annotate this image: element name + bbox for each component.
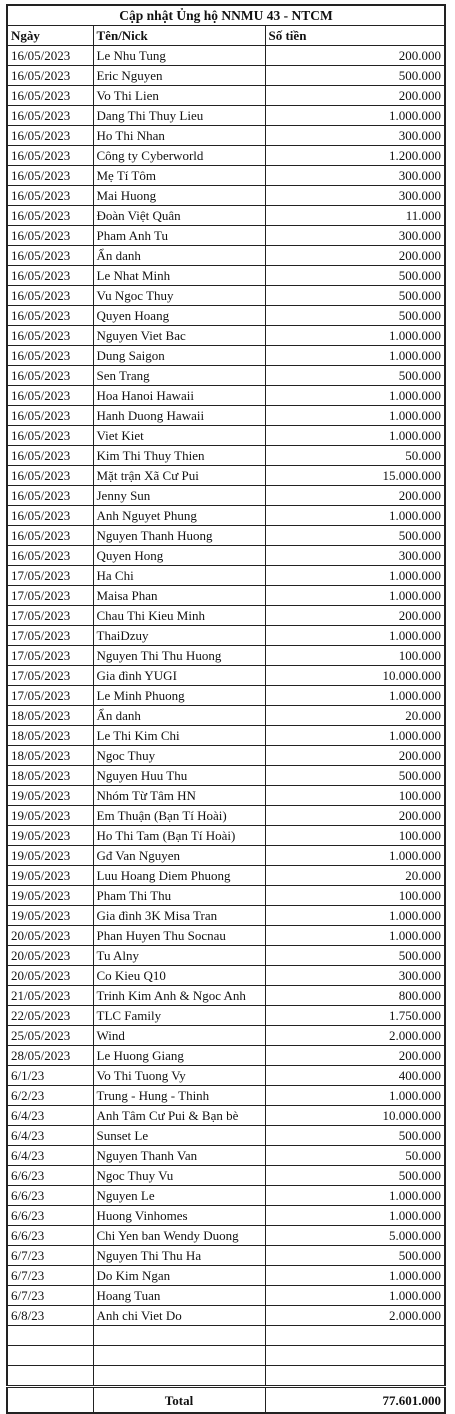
row-date: 18/05/2023 [7, 746, 93, 766]
row-name: Ẩn danh [93, 246, 265, 266]
table-row [7, 786, 445, 806]
row-name: Trinh Kim Anh & Ngoc Anh [93, 986, 265, 1006]
table-row [7, 526, 445, 546]
row-amount: 500.000 [265, 266, 445, 286]
row-name: Vu Ngoc Thuy [93, 286, 265, 306]
row-name: Gia đình 3K Misa Tran [93, 906, 265, 926]
table-row [7, 746, 445, 766]
row-name: Ẩn danh [93, 706, 265, 726]
row-amount: 1.000.000 [265, 106, 445, 126]
row-name: Nguyen Viet Bac [93, 326, 265, 346]
row-name: Do Kim Ngan [93, 1266, 265, 1286]
row-date: 16/05/2023 [7, 326, 93, 346]
table-row [7, 446, 445, 466]
table-row [7, 1306, 445, 1326]
row-date: 21/05/2023 [7, 986, 93, 1006]
row-name: Nguyen Thanh Huong [93, 526, 265, 546]
row-date: 19/05/2023 [7, 846, 93, 866]
row-date: 16/05/2023 [7, 406, 93, 426]
row-amount: 500.000 [265, 1126, 445, 1146]
row-date: 16/05/2023 [7, 286, 93, 306]
row-amount: 1.000.000 [265, 626, 445, 646]
row-amount: 500.000 [265, 1166, 445, 1186]
table-row [7, 906, 445, 926]
row-date: 16/05/2023 [7, 126, 93, 146]
row-date: 16/05/2023 [7, 446, 93, 466]
row-date: 6/1/23 [7, 1066, 93, 1086]
table-row [7, 866, 445, 886]
row-amount: 1.000.000 [265, 386, 445, 406]
table-row [7, 726, 445, 746]
row-amount: 1.000.000 [265, 1266, 445, 1286]
table-row [7, 366, 445, 386]
row-date: 28/05/2023 [7, 1046, 93, 1066]
row-date: 17/05/2023 [7, 626, 93, 646]
table-row [7, 106, 445, 126]
row-date: 6/2/23 [7, 1086, 93, 1106]
header-name: Tên/Nick [93, 26, 265, 46]
row-date: 16/05/2023 [7, 266, 93, 286]
row-amount: 20.000 [265, 866, 445, 886]
table-row [7, 66, 445, 86]
row-date: 17/05/2023 [7, 646, 93, 666]
row-name: Hanh Duong Hawaii [93, 406, 265, 426]
row-date: 6/8/23 [7, 1306, 93, 1326]
table-row [7, 1126, 445, 1146]
empty-cell [7, 1326, 93, 1346]
row-date: 16/05/2023 [7, 226, 93, 246]
row-name: Anh Nguyet Phung [93, 506, 265, 526]
empty-cell [7, 1366, 93, 1387]
row-name: Pham Thi Thu [93, 886, 265, 906]
row-date: 16/05/2023 [7, 86, 93, 106]
row-name: Em Thuận (Bạn Tí Hoài) [93, 806, 265, 826]
row-name: Co Kieu Q10 [93, 966, 265, 986]
row-date: 16/05/2023 [7, 106, 93, 126]
empty-cell [265, 1346, 445, 1366]
row-date: 17/05/2023 [7, 686, 93, 706]
sheet-title: Cập nhật Ủng hộ NNMU 43 - NTCM [7, 5, 445, 26]
total-spacer [7, 1387, 93, 1414]
row-date: 6/6/23 [7, 1186, 93, 1206]
row-amount: 20.000 [265, 706, 445, 726]
table-row [7, 646, 445, 666]
table-row [7, 326, 445, 346]
total-row [7, 1387, 445, 1414]
empty-cell [265, 1326, 445, 1346]
table-row [7, 506, 445, 526]
row-amount: 1.000.000 [265, 586, 445, 606]
row-name: Ngoc Thuy Vu [93, 1166, 265, 1186]
row-amount: 300.000 [265, 166, 445, 186]
donation-sheet [6, 4, 446, 1414]
table-row [7, 1286, 445, 1306]
row-date: 6/6/23 [7, 1166, 93, 1186]
table-row [7, 846, 445, 866]
row-amount: 100.000 [265, 826, 445, 846]
row-amount: 1.000.000 [265, 426, 445, 446]
row-name: Luu Hoang Diem Phuong [93, 866, 265, 886]
row-name: Ngoc Thuy [93, 746, 265, 766]
row-name: Dung Saigon [93, 346, 265, 366]
empty-cell [93, 1366, 265, 1387]
row-date: 6/7/23 [7, 1286, 93, 1306]
table-row [7, 546, 445, 566]
empty-cell [93, 1346, 265, 1366]
table-row [7, 466, 445, 486]
row-amount: 100.000 [265, 886, 445, 906]
row-name: Jenny Sun [93, 486, 265, 506]
row-date: 20/05/2023 [7, 946, 93, 966]
row-amount: 1.000.000 [265, 846, 445, 866]
row-date: 16/05/2023 [7, 306, 93, 326]
row-amount: 500.000 [265, 1246, 445, 1266]
row-date: 19/05/2023 [7, 866, 93, 886]
row-name: Quyen Hoang [93, 306, 265, 326]
table-row [7, 1026, 445, 1046]
table-row [7, 586, 445, 606]
row-name: Pham Anh Tu [93, 226, 265, 246]
row-name: Ha Chi [93, 566, 265, 586]
row-date: 16/05/2023 [7, 466, 93, 486]
row-name: Ho Thi Tam (Bạn Tí Hoài) [93, 826, 265, 846]
table-row [7, 1166, 445, 1186]
row-name: Viet Kiet [93, 426, 265, 446]
table-row [7, 706, 445, 726]
table-row [7, 1046, 445, 1066]
row-date: 22/05/2023 [7, 1006, 93, 1026]
row-date: 19/05/2023 [7, 826, 93, 846]
row-name: Sunset Le [93, 1126, 265, 1146]
row-name: Mặt trận Xã Cư Pui [93, 466, 265, 486]
row-name: Anh Tâm Cư Pui & Bạn bè [93, 1106, 265, 1126]
row-name: Le Minh Phuong [93, 686, 265, 706]
table-row [7, 226, 445, 246]
row-date: 17/05/2023 [7, 586, 93, 606]
row-amount: 300.000 [265, 546, 445, 566]
table-row [7, 606, 445, 626]
table-row [7, 986, 445, 1006]
row-date: 16/05/2023 [7, 246, 93, 266]
row-name: Chau Thi Kieu Minh [93, 606, 265, 626]
row-name: Nhóm Từ Tâm HN [93, 786, 265, 806]
table-row [7, 566, 445, 586]
row-name: Nguyen Thanh Van [93, 1146, 265, 1166]
row-amount: 300.000 [265, 126, 445, 146]
row-name: Chi Yen ban Wendy Duong [93, 1226, 265, 1246]
row-name: ThaiDzuy [93, 626, 265, 646]
row-amount: 1.200.000 [265, 146, 445, 166]
row-amount: 1.000.000 [265, 506, 445, 526]
row-name: Le Nhu Tung [93, 46, 265, 66]
row-date: 16/05/2023 [7, 166, 93, 186]
row-amount: 1.000.000 [265, 1186, 445, 1206]
row-amount: 15.000.000 [265, 466, 445, 486]
row-name: Le Thi Kim Chi [93, 726, 265, 746]
row-name: Vo Thi Lien [93, 86, 265, 106]
row-name: Mai Huong [93, 186, 265, 206]
row-name: Nguyen Thi Thu Ha [93, 1246, 265, 1266]
row-date: 6/7/23 [7, 1246, 93, 1266]
table-row [7, 1106, 445, 1126]
header-amount: Số tiền [265, 26, 445, 46]
row-name: Anh chi Viet Do [93, 1306, 265, 1326]
row-name: Le Nhat Minh [93, 266, 265, 286]
table-row [7, 666, 445, 686]
row-amount: 400.000 [265, 1066, 445, 1086]
row-date: 6/6/23 [7, 1206, 93, 1226]
row-amount: 1.750.000 [265, 1006, 445, 1026]
table-row [7, 686, 445, 706]
row-name: Hoa Hanoi Hawaii [93, 386, 265, 406]
row-amount: 1.000.000 [265, 566, 445, 586]
row-amount: 300.000 [265, 186, 445, 206]
row-name: Đoàn Việt Quân [93, 206, 265, 226]
row-name: Hoang Tuan [93, 1286, 265, 1306]
table-row [7, 886, 445, 906]
table-row [7, 206, 445, 226]
table-row [7, 626, 445, 646]
row-date: 16/05/2023 [7, 46, 93, 66]
row-name: Nguyen Huu Thu [93, 766, 265, 786]
row-amount: 1.000.000 [265, 1206, 445, 1226]
empty-row [7, 1366, 445, 1387]
row-date: 18/05/2023 [7, 766, 93, 786]
table-row [7, 166, 445, 186]
row-date: 17/05/2023 [7, 606, 93, 626]
row-name: Dang Thi Thuy Lieu [93, 106, 265, 126]
row-amount: 1.000.000 [265, 686, 445, 706]
table-row [7, 1246, 445, 1266]
row-amount: 500.000 [265, 526, 445, 546]
empty-cell [7, 1346, 93, 1366]
table-row [7, 806, 445, 826]
row-date: 16/05/2023 [7, 486, 93, 506]
row-date: 25/05/2023 [7, 1026, 93, 1046]
table-row [7, 1206, 445, 1226]
header-date: Ngày [7, 26, 93, 46]
table-row [7, 46, 445, 66]
row-amount: 1.000.000 [265, 406, 445, 426]
row-amount: 500.000 [265, 366, 445, 386]
row-date: 6/4/23 [7, 1146, 93, 1166]
row-name: Le Huong Giang [93, 1046, 265, 1066]
table-row [7, 1266, 445, 1286]
row-date: 18/05/2023 [7, 726, 93, 746]
row-amount: 200.000 [265, 86, 445, 106]
row-amount: 500.000 [265, 946, 445, 966]
table-row [7, 1086, 445, 1106]
row-date: 19/05/2023 [7, 786, 93, 806]
row-date: 20/05/2023 [7, 966, 93, 986]
row-amount: 5.000.000 [265, 1226, 445, 1246]
table-row [7, 186, 445, 206]
row-amount: 1.000.000 [265, 326, 445, 346]
row-amount: 500.000 [265, 766, 445, 786]
row-name: Công ty Cyberworld [93, 146, 265, 166]
row-name: Phan Huyen Thu Socnau [93, 926, 265, 946]
row-date: 6/4/23 [7, 1126, 93, 1146]
row-date: 19/05/2023 [7, 886, 93, 906]
row-amount: 11.000 [265, 206, 445, 226]
row-name: Gia đình YUGI [93, 666, 265, 686]
row-date: 16/05/2023 [7, 386, 93, 406]
row-name: Huong Vinhomes [93, 1206, 265, 1226]
row-amount: 500.000 [265, 66, 445, 86]
row-name: Quyen Hong [93, 546, 265, 566]
row-amount: 200.000 [265, 806, 445, 826]
row-amount: 50.000 [265, 446, 445, 466]
table-row [7, 966, 445, 986]
row-amount: 200.000 [265, 1046, 445, 1066]
row-date: 18/05/2023 [7, 706, 93, 726]
row-name: Vo Thi Tuong Vy [93, 1066, 265, 1086]
row-amount: 1.000.000 [265, 1286, 445, 1306]
row-date: 16/05/2023 [7, 526, 93, 546]
row-amount: 500.000 [265, 286, 445, 306]
donation-rows [7, 46, 445, 1387]
row-name: Maisa Phan [93, 586, 265, 606]
table-row [7, 406, 445, 426]
table-row [7, 1226, 445, 1246]
row-date: 19/05/2023 [7, 806, 93, 826]
row-amount: 1.000.000 [265, 906, 445, 926]
row-amount: 200.000 [265, 746, 445, 766]
empty-row [7, 1326, 445, 1346]
total-label: Total [93, 1387, 265, 1414]
table-row [7, 1006, 445, 1026]
row-date: 16/05/2023 [7, 546, 93, 566]
row-amount: 2.000.000 [265, 1306, 445, 1326]
table-row [7, 1186, 445, 1206]
empty-row [7, 1346, 445, 1366]
row-date: 17/05/2023 [7, 666, 93, 686]
row-amount: 200.000 [265, 486, 445, 506]
row-amount: 300.000 [265, 226, 445, 246]
table-row [7, 86, 445, 106]
row-amount: 1.000.000 [265, 1086, 445, 1106]
table-row [7, 386, 445, 406]
table-row [7, 286, 445, 306]
row-date: 16/05/2023 [7, 506, 93, 526]
row-name: Ho Thi Nhan [93, 126, 265, 146]
title-row [7, 5, 445, 26]
row-date: 16/05/2023 [7, 366, 93, 386]
row-amount: 1.000.000 [265, 926, 445, 946]
row-date: 16/05/2023 [7, 186, 93, 206]
row-name: TLC Family [93, 1006, 265, 1026]
row-amount: 200.000 [265, 246, 445, 266]
table-row [7, 266, 445, 286]
row-name: Sen Trang [93, 366, 265, 386]
table-row [7, 346, 445, 366]
row-date: 19/05/2023 [7, 906, 93, 926]
table-row [7, 946, 445, 966]
row-amount: 1.000.000 [265, 346, 445, 366]
row-amount: 10.000.000 [265, 666, 445, 686]
row-amount: 50.000 [265, 1146, 445, 1166]
table-row [7, 306, 445, 326]
empty-cell [93, 1326, 265, 1346]
row-date: 16/05/2023 [7, 66, 93, 86]
row-amount: 200.000 [265, 606, 445, 626]
table-row [7, 766, 445, 786]
row-date: 16/05/2023 [7, 146, 93, 166]
row-date: 16/05/2023 [7, 206, 93, 226]
table-row [7, 1146, 445, 1166]
row-amount: 300.000 [265, 966, 445, 986]
row-name: Gđ Van Nguyen [93, 846, 265, 866]
row-name: Nguyen Thi Thu Huong [93, 646, 265, 666]
row-name: Wind [93, 1026, 265, 1046]
table-row [7, 926, 445, 946]
row-amount: 500.000 [265, 306, 445, 326]
row-name: Nguyen Le [93, 1186, 265, 1206]
header-row [7, 26, 445, 46]
row-name: Mẹ Tí Tôm [93, 166, 265, 186]
row-date: 6/6/23 [7, 1226, 93, 1246]
table-row [7, 246, 445, 266]
table-row [7, 126, 445, 146]
row-date: 6/7/23 [7, 1266, 93, 1286]
table-row [7, 826, 445, 846]
row-amount: 200.000 [265, 46, 445, 66]
row-date: 16/05/2023 [7, 346, 93, 366]
row-amount: 100.000 [265, 646, 445, 666]
table-row [7, 146, 445, 166]
row-name: Tu Alny [93, 946, 265, 966]
row-date: 17/05/2023 [7, 566, 93, 586]
row-amount: 1.000.000 [265, 726, 445, 746]
row-date: 20/05/2023 [7, 926, 93, 946]
row-amount: 2.000.000 [265, 1026, 445, 1046]
row-name: Eric Nguyen [93, 66, 265, 86]
table-row [7, 1066, 445, 1086]
total-value: 77.601.000 [265, 1387, 445, 1414]
row-name: Trung - Hung - Thinh [93, 1086, 265, 1106]
donation-table [6, 4, 446, 1414]
row-amount: 800.000 [265, 986, 445, 1006]
row-amount: 10.000.000 [265, 1106, 445, 1126]
row-name: Kim Thi Thuy Thien [93, 446, 265, 466]
row-date: 6/4/23 [7, 1106, 93, 1126]
row-date: 16/05/2023 [7, 426, 93, 446]
table-row [7, 486, 445, 506]
row-amount: 100.000 [265, 786, 445, 806]
table-row [7, 426, 445, 446]
empty-cell [265, 1366, 445, 1387]
